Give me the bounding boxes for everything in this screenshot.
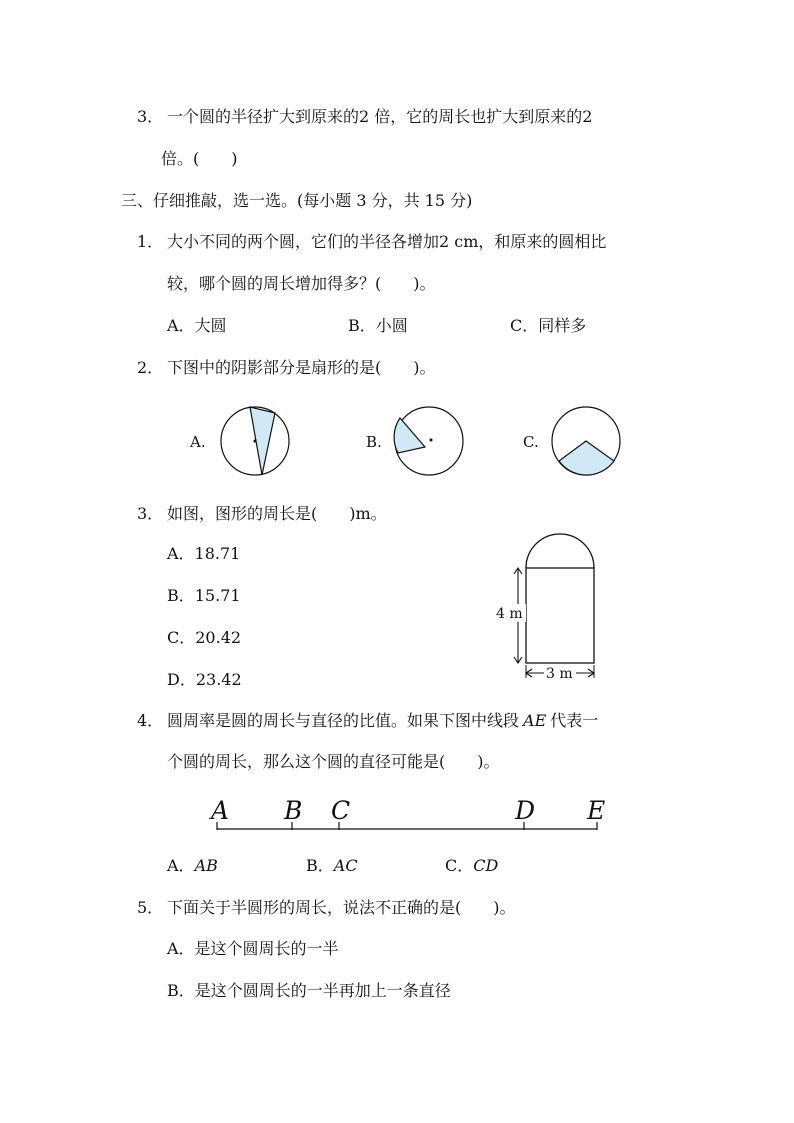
option-value: CD <box>473 856 499 875</box>
semicircle <box>526 534 594 568</box>
shaded-region-b <box>394 418 425 453</box>
point-label-d: D <box>515 796 536 825</box>
option-b[interactable]: B．是这个圆周长的一半再加上一条直径 <box>167 981 451 1000</box>
point-label-a: A <box>211 796 230 825</box>
shaded-region-c <box>559 441 614 475</box>
option-value: AC <box>333 856 358 875</box>
question-text: 一个圆的半径扩大到原来的2 倍，它的周长也扩大到原来的2 <box>167 107 593 126</box>
option-c[interactable] <box>445 855 498 877</box>
option-c[interactable]: C．同样多 <box>510 316 587 335</box>
figure-label-a: A. <box>190 433 206 451</box>
question-text-cont: 较，哪个圆的周长增加得多？( )。 <box>167 274 436 293</box>
question-text-part: 代表一 <box>550 711 599 730</box>
sector-options-figure <box>0 395 794 495</box>
question-number: 5． <box>137 898 164 917</box>
option-b[interactable] <box>306 855 358 877</box>
question-text: 大小不同的两个圆，它们的半径各增加2 cm，和原来的圆相比 <box>167 232 607 251</box>
question-text-part: 圆周率是圆的周长与直径的比值。如果下图中线段 <box>167 711 520 730</box>
option-c[interactable]: C．20.42 <box>167 628 242 647</box>
question-text: 如图，图形的周长是( )m。 <box>167 504 387 523</box>
question-number: 3． <box>137 107 164 126</box>
figure-label-b: B. <box>366 433 382 451</box>
question-text-cont: 倍。( ) <box>161 149 238 168</box>
rectangle <box>526 568 594 663</box>
section-heading: 三、仔细推敲，选一选。(每小题 3 分，共 15 分) <box>121 191 473 210</box>
height-label: 4 m <box>496 606 523 622</box>
option-value: AB <box>194 856 218 875</box>
option-b[interactable]: B．15.71 <box>167 586 241 605</box>
question-number: 4． <box>137 711 164 730</box>
question-number: 3． <box>137 504 164 523</box>
width-label: 3 m <box>546 666 573 682</box>
shape-figure <box>490 528 630 688</box>
question-number: 1． <box>137 232 164 251</box>
option-b[interactable]: B．小圆 <box>348 316 408 335</box>
number-line-figure <box>0 795 794 845</box>
option-a[interactable]: A．18.71 <box>167 544 241 563</box>
option-a[interactable]: A．是这个圆周长的一半 <box>167 939 339 958</box>
option-letter: A． <box>167 856 195 875</box>
option-letter: B． <box>306 856 334 875</box>
point-label-e: E <box>587 796 606 825</box>
question-number: 2． <box>137 358 164 377</box>
question-text-cont: 个圆的周长，那么这个圆的直径可能是( )。 <box>167 752 500 771</box>
option-a[interactable]: A．大圆 <box>167 316 227 335</box>
option-a[interactable] <box>167 855 218 877</box>
question-text <box>167 710 598 732</box>
center-dot-a <box>254 440 257 443</box>
point-label-b: B <box>284 796 303 825</box>
figure-label-c: C. <box>523 433 539 451</box>
option-letter: C． <box>445 856 474 875</box>
segment-variable: AE <box>523 711 547 730</box>
question-text: 下图中的阴影部分是扇形的是( )。 <box>167 358 436 377</box>
point-label-c: C <box>331 796 351 825</box>
option-d[interactable]: D．23.42 <box>167 670 242 689</box>
center-dot-b <box>430 439 433 442</box>
question-text: 下面关于半圆形的周长，说法不正确的是( )。 <box>167 898 516 917</box>
